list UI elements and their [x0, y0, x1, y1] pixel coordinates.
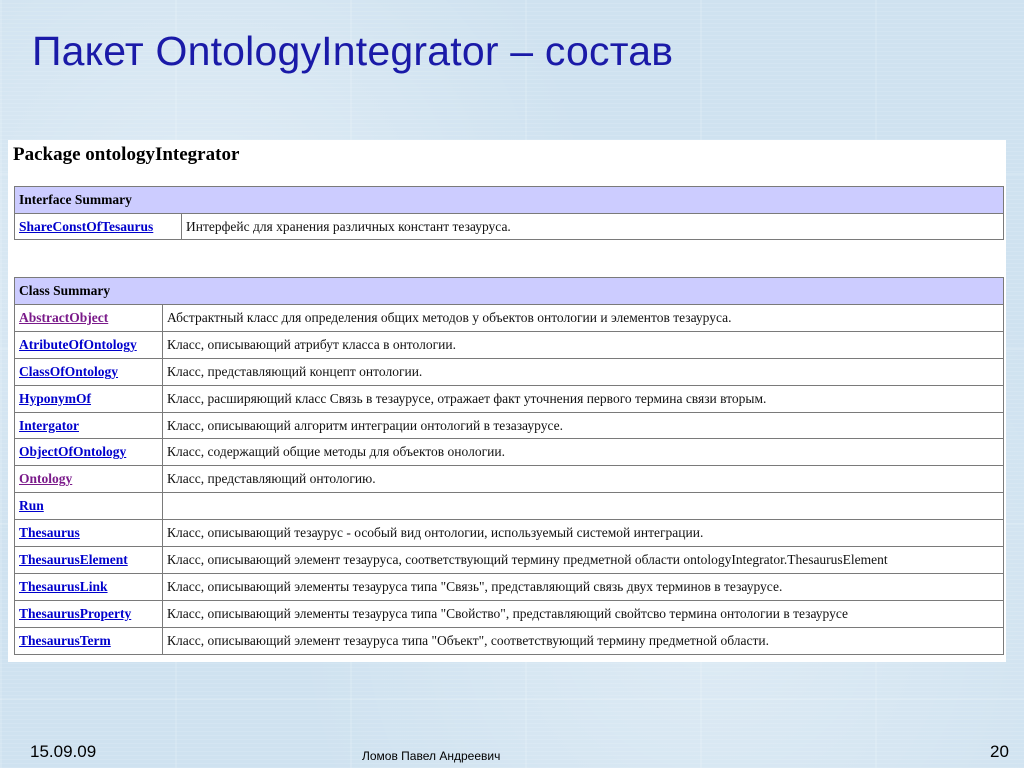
class-name-cell	[15, 439, 163, 466]
table-row	[15, 214, 1004, 240]
class-name-cell	[15, 627, 163, 654]
footer-date: 15.09.09	[30, 742, 97, 761]
table-row	[15, 358, 1004, 385]
class-name-cell	[15, 547, 163, 574]
class-link[interactable]: Ontology	[19, 471, 73, 487]
class-summary-table	[14, 277, 1004, 655]
class-summary-header: Class Summary	[15, 278, 1004, 305]
table-row	[15, 466, 1004, 493]
class-link[interactable]: ThesaurusElement	[19, 551, 128, 567]
class-link[interactable]: Run	[19, 498, 44, 514]
table-row	[15, 573, 1004, 600]
class-name-cell	[15, 214, 182, 240]
class-description: Класс, представляющий онтологию.	[163, 466, 1004, 493]
class-link[interactable]: ThesaurusTerm	[19, 632, 111, 648]
class-name-cell	[15, 466, 163, 493]
table-row	[15, 520, 1004, 547]
class-link[interactable]: ThesaurusProperty	[19, 605, 132, 621]
class-name-cell	[15, 305, 163, 332]
class-name-cell	[15, 600, 163, 627]
class-description: Класс, представляющий концепт онтологии.	[163, 358, 1004, 385]
class-link[interactable]: AbstractObject	[19, 309, 109, 325]
class-description: Класс, описывающий элементы тезауруса типа "Связь", представляющий связь двух терминов в тезаурусе.	[163, 573, 1004, 600]
class-description: Интерфейс для хранения различных констант тезауруса.	[182, 214, 1004, 240]
class-description: Класс, содержащий общие методы для объектов онологии.	[163, 439, 1004, 466]
class-link[interactable]: ThesaurusLink	[19, 578, 108, 594]
slide-page-number: 20	[990, 742, 1009, 761]
class-link[interactable]: Intergator	[19, 417, 79, 433]
class-link[interactable]: Thesaurus	[19, 525, 80, 541]
class-link[interactable]: ShareConstOfTesaurus	[19, 218, 154, 234]
class-description: Класс, описывающий элемент тезауруса типа "Объект", соответствующий термину предметной области.	[163, 627, 1004, 654]
class-link[interactable]: HyponymOf	[19, 390, 92, 406]
class-description: Класс, описывающий элемент тезауруса, соответствующий термину предметной области ontologyIntegrator.ThesaurusElement	[163, 547, 1004, 574]
class-name-cell	[15, 331, 163, 358]
package-heading: Package ontologyIntegrator	[13, 144, 240, 165]
class-name-cell	[15, 358, 163, 385]
class-description	[163, 493, 1004, 520]
table-row	[15, 412, 1004, 439]
javadoc-panel	[8, 140, 1006, 662]
class-name-cell	[15, 573, 163, 600]
table-row	[15, 600, 1004, 627]
table-row	[15, 305, 1004, 332]
interface-summary-table	[14, 186, 1004, 240]
class-description: Класс, расширяющий класс Связь в тезаурусе, отражает факт уточнения первого термина связи вторым.	[163, 385, 1004, 412]
table-row	[15, 439, 1004, 466]
table-row	[15, 627, 1004, 654]
class-link[interactable]: ObjectOfOntology	[19, 444, 127, 460]
table-row	[15, 547, 1004, 574]
class-name-cell	[15, 493, 163, 520]
class-link[interactable]: AtributeOfOntology	[19, 336, 137, 352]
class-description: Класс, описывающий атрибут класса в онтологии.	[163, 331, 1004, 358]
class-description: Класс, описывающий элементы тезауруса типа "Свойство", представляющий свойтсво термина онтологии в тезаурусе	[163, 600, 1004, 627]
class-description: Абстрактный класс для определения общих методов у объектов онтологии и элементов тезауруса.	[163, 305, 1004, 332]
footer-author: Ломов Павел Андреевич	[362, 749, 501, 763]
class-link[interactable]: ClassOfOntology	[19, 363, 119, 379]
interface-summary-header: Interface Summary	[15, 187, 1004, 214]
table-row	[15, 493, 1004, 520]
slide-title: Пакет OntologyIntegrator – состав	[32, 28, 674, 74]
class-name-cell	[15, 520, 163, 547]
class-description: Класс, описывающий тезаурус - особый вид онтологии, используемый системой интеграции.	[163, 520, 1004, 547]
table-row	[15, 331, 1004, 358]
class-name-cell	[15, 412, 163, 439]
class-name-cell	[15, 385, 163, 412]
table-row	[15, 385, 1004, 412]
class-description: Класс, описывающий алгоритм интеграции онтологий в тезазаурусе.	[163, 412, 1004, 439]
